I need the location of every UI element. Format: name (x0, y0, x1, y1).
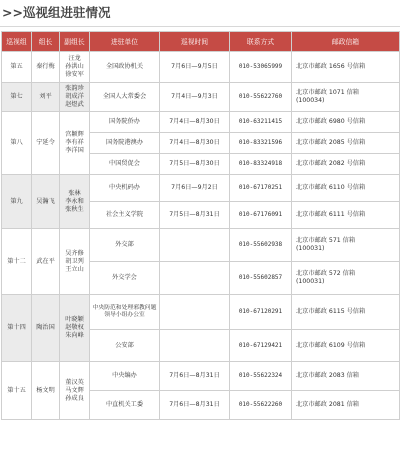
unit-cell: 全国人大常委会 (90, 83, 160, 112)
table-row (2, 229, 400, 262)
time-cell (160, 262, 230, 295)
unit-cell: 国务院港澳办 (90, 133, 160, 154)
phone-cell: 010-55602938 (230, 229, 292, 262)
mailbox-cell: 北京市邮政 6980 号信箱 (292, 112, 400, 133)
mailbox-cell: 北京市邮政 1071 信箱 (100034) (292, 83, 400, 112)
mailbox-cell: 北京市邮政 6111 号信箱 (292, 202, 400, 229)
page-title: >>巡视组进驻情况 (0, 0, 400, 27)
mailbox-cell: 北京市邮政 2085 号信箱 (292, 133, 400, 154)
phone-cell: 010-83324918 (230, 154, 292, 175)
table-row (2, 52, 400, 83)
mailbox-cell: 北京市邮政 6109 号信箱 (292, 330, 400, 362)
unit-cell: 外交部 (90, 229, 160, 262)
phone-cell: 010-55622324 (230, 362, 292, 391)
unit-cell: 中国贸促会 (90, 154, 160, 175)
deputy-cell: 汪龙 孙洪山 徐安军 (60, 52, 90, 83)
group-cell: 第十五 (2, 362, 32, 420)
time-cell: 7月4日—9月3日 (160, 83, 230, 112)
mailbox-cell: 北京市邮政 572 信箱 (100031) (292, 262, 400, 295)
phone-cell: 010-67120291 (230, 295, 292, 330)
time-cell: 7月6日—8月31日 (160, 362, 230, 391)
time-cell: 7月6日—9月2日 (160, 175, 230, 202)
unit-cell: 中央编办 (90, 362, 160, 391)
mailbox-cell: 北京市邮政 6115 号信箱 (292, 295, 400, 330)
time-cell: 7月4日—8月30日 (160, 133, 230, 154)
table-row (2, 175, 400, 202)
deputy-cell: 叶晓颖 赵敬权 朱向峰 (60, 295, 90, 362)
leader-cell: 秦行梅 (32, 52, 60, 83)
phone-cell: 010-55602857 (230, 262, 292, 295)
header-leader: 组长 (32, 32, 60, 52)
header-mailbox: 邮政信箱 (292, 32, 400, 52)
table-row (2, 362, 400, 391)
leader-cell: 宁延令 (32, 112, 60, 175)
header-group: 巡视组 (2, 32, 32, 52)
mailbox-cell: 北京市邮政 571 信箱 (100031) (292, 229, 400, 262)
header-contact: 联系方式 (230, 32, 292, 52)
deputy-cell: 吴齐修 胡卫列 王立山 (60, 229, 90, 295)
time-cell (160, 330, 230, 362)
mailbox-cell: 北京市邮政 6110 号信箱 (292, 175, 400, 202)
table-body (2, 52, 400, 420)
group-cell: 第五 (2, 52, 32, 83)
unit-cell: 中直机关工委 (90, 391, 160, 420)
unit-cell: 中央防范和处理邪教问题领导小组办公室 (90, 295, 160, 330)
phone-cell: 010-63211415 (230, 112, 292, 133)
time-cell: 7月6日—9月5日 (160, 52, 230, 83)
group-cell: 第十二 (2, 229, 32, 295)
deputy-cell: 张林 李永和 张秋生 (60, 175, 90, 229)
table-header-row (2, 32, 400, 52)
inspection-table (1, 31, 400, 420)
phone-cell: 010-67129421 (230, 330, 292, 362)
table-row (2, 295, 400, 330)
unit-cell: 公安部 (90, 330, 160, 362)
group-cell: 第十四 (2, 295, 32, 362)
deputy-cell: 宫颖辉 李有祥 李洋国 (60, 112, 90, 175)
mailbox-cell: 北京市邮政 1656 号信箱 (292, 52, 400, 83)
leader-cell: 武在平 (32, 229, 60, 295)
unit-cell: 国务院侨办 (90, 112, 160, 133)
leader-cell: 杨文明 (32, 362, 60, 420)
group-cell: 第七 (2, 83, 32, 112)
time-cell: 7月6日—8月31日 (160, 391, 230, 420)
phone-cell: 010-53065999 (230, 52, 292, 83)
leader-cell: 刘平 (32, 83, 60, 112)
unit-cell: 社会主义学院 (90, 202, 160, 229)
unit-cell: 全国政协机关 (90, 52, 160, 83)
table-row (2, 83, 400, 112)
header-unit: 进驻单位 (90, 32, 160, 52)
phone-cell: 010-67170251 (230, 175, 292, 202)
deputy-cell: 董汉英 马文辉 孙成良 (60, 362, 90, 420)
mailbox-cell: 北京市邮政 2083 信箱 (292, 362, 400, 391)
phone-cell: 010-83321596 (230, 133, 292, 154)
time-cell (160, 229, 230, 262)
mailbox-cell: 北京市邮政 2081 信箱 (292, 391, 400, 420)
phone-cell: 010-55622760 (230, 83, 292, 112)
header-deputy: 副组长 (60, 32, 90, 52)
table-row (2, 112, 400, 133)
leader-cell: 吴瀚飞 (32, 175, 60, 229)
leader-cell: 陶治国 (32, 295, 60, 362)
time-cell: 7月4日—8月30日 (160, 112, 230, 133)
group-cell: 第九 (2, 175, 32, 229)
group-cell: 第八 (2, 112, 32, 175)
time-cell (160, 295, 230, 330)
unit-cell: 中央机码办 (90, 175, 160, 202)
unit-cell: 外交学会 (90, 262, 160, 295)
time-cell: 7月5日—8月31日 (160, 202, 230, 229)
time-cell: 7月5日—8月30日 (160, 154, 230, 175)
mailbox-cell: 北京市邮政 2082 号信箱 (292, 154, 400, 175)
deputy-cell: 张韵珍 胡成洋 赵煜武 (60, 83, 90, 112)
phone-cell: 010-55622260 (230, 391, 292, 420)
header-time: 巡视时间 (160, 32, 230, 52)
phone-cell: 010-67176091 (230, 202, 292, 229)
